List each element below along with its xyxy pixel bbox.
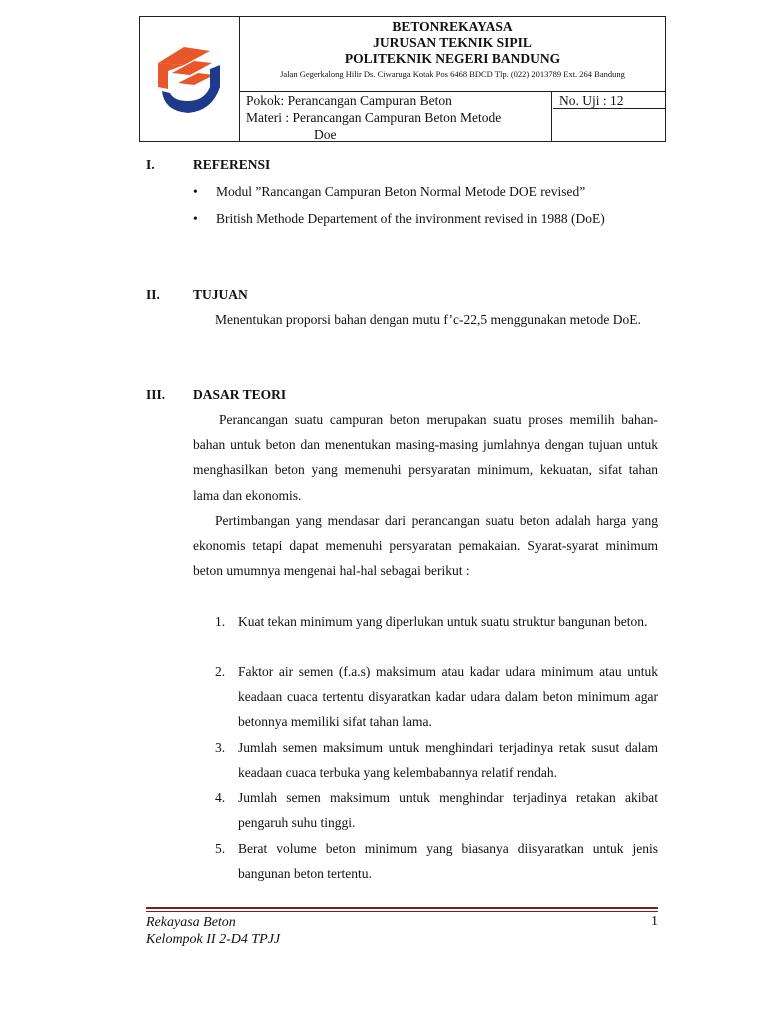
test-number: No. Uji : 12 <box>553 92 665 109</box>
pokok-text: Pokok: Perancangan Campuran Beton <box>246 93 452 108</box>
section-number-3: III. <box>146 387 166 402</box>
section-number-2: II. <box>146 287 160 302</box>
list-item: • Modul ”Rancangan Campuran Beton Normal Metode DOE revised” <box>193 179 658 204</box>
footer-group: Kelompok II 2-D4 TPJJ <box>146 932 281 947</box>
tujuan-paragraph: Menentukan proporsi bahan dengan mutu f’c-22,5 menggunakan metode DoE. <box>215 312 641 327</box>
theory-paragraph-2: Pertimbangan yang mendasar dari perancangan suatu beton adalah harga yang ekonomis tetapi dapat memenuhi persyaratan pemakaian. Syarat-syarat minimum beton umumnya mengenai hal-hal sebagai berikut : <box>193 513 658 579</box>
institution-block <box>240 17 665 92</box>
section-number-1: I. <box>146 157 155 172</box>
page-number: 1 <box>651 914 658 929</box>
institution-line-3: POLITEKNIK NEGERI BANDUNG <box>344 51 561 66</box>
polban-logo-icon <box>154 43 224 115</box>
logo-cell <box>140 17 240 141</box>
list-item: 4. Jumlah semen maksimum untuk menghindar terjadinya retakan akibat pengaruh suhu tinggi. <box>215 790 658 831</box>
footer-title: Rekayasa Beton <box>146 915 236 930</box>
institution-line-1: BETONREKAYASA <box>392 19 513 34</box>
section-title-referensi: REFERENSI <box>193 157 271 172</box>
footer-divider-thin <box>146 911 658 912</box>
bullet-icon: • <box>193 184 198 199</box>
section-title-tujuan: TUJUAN <box>193 287 248 302</box>
materi-cont-text: Doe <box>314 127 337 142</box>
footer <box>146 914 658 948</box>
theory-paragraph-1: Perancangan suatu campuran beton merupakan suatu proses memilih bahan-bahan untuk beton dan menentukan masing-masing jumlahnya dengan tujuan untuk menghasilkan beton yang memenuhi persyaratan minimum, kekuatan, sifat tahan lama dan ekonomis. <box>193 412 658 503</box>
section-title-dasar-teori: DASAR TEORI <box>193 387 287 402</box>
list-item: 2. Faktor air semen (f.a.s) maksimum atau kadar udara minimum atau untuk keadaan cuaca tertentu disyaratkan kadar udara dalam beton minimum agar betonnya memiliki sifat tahan lama. <box>215 664 658 730</box>
footer-divider <box>146 907 658 909</box>
document-header <box>139 16 666 142</box>
list-item: 1. Kuat tekan minimum yang diperlukan untuk suatu struktur bangunan beton. <box>215 614 648 629</box>
list-item: • British Methode Departement of the invironment revised in 1988 (DoE) <box>193 206 658 231</box>
subject-cell <box>240 92 552 141</box>
materi-text: Materi : Perancangan Campuran Beton Metode <box>246 110 502 125</box>
address: Jalan Gegerkalong Hilir Ds. Ciwaruga Kotak Pos 6468 BDCD Tlp. (022) 2013789 Ext. 264 Bandung <box>280 69 625 79</box>
empty-cell <box>553 110 665 141</box>
list-item: 5. Berat volume beton minimum yang biasanya diisyaratkan untuk jenis bangunan beton tertentu. <box>215 841 658 882</box>
list-item: 3. Jumlah semen maksimum untuk menghindari terjadinya retak susut dalam keadaan cuaca terbuka yang kelembabannya relatif rendah. <box>215 740 658 781</box>
institution-line-2: JURUSAN TEKNIK SIPIL <box>373 35 532 50</box>
bullet-icon: • <box>193 211 198 226</box>
